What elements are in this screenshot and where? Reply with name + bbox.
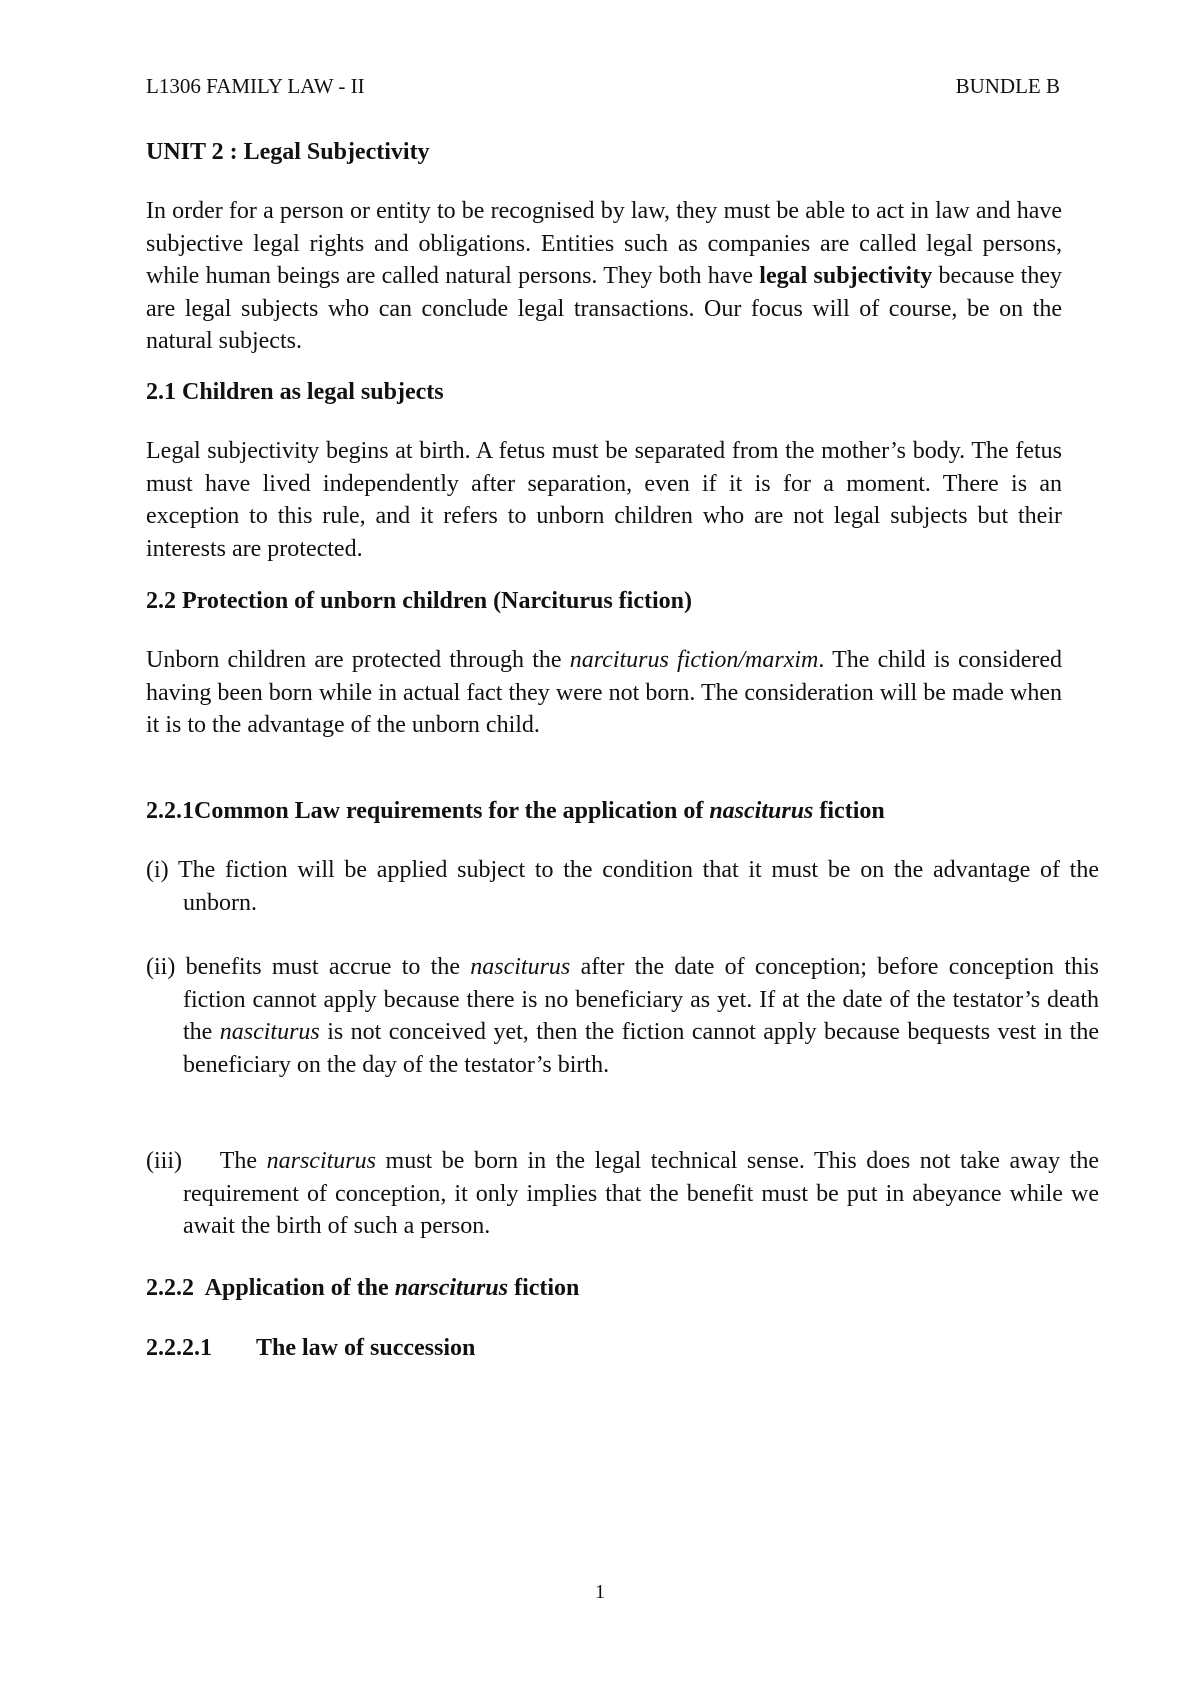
- item-italic-term: nasciturus: [470, 954, 571, 980]
- intro-paragraph: [146, 195, 1062, 358]
- requirement-item-ii: [146, 951, 1099, 1081]
- requirement-item-i: [146, 854, 1099, 919]
- section-2-2-heading: 2.2 Protection of unborn children (Narciturus fiction): [146, 588, 692, 614]
- section-2-1-heading: 2.1 Children as legal subjects: [146, 379, 444, 405]
- section-2-2-1-heading-b: fiction: [813, 798, 885, 824]
- header-course-title: L1306 FAMILY LAW - II: [146, 74, 365, 98]
- section-2-2-1-heading: [146, 795, 1062, 828]
- item-number: (i): [146, 857, 169, 883]
- item-text-b: after the date of conception; before conception this fiction cannot apply because there is no beneficiary as yet. If at the date of the testator’s death the: [183, 954, 1099, 1045]
- section-2-2-text-a: Unborn children are protected through the: [146, 647, 570, 673]
- section-2-2-2-1-title: The law of succession: [256, 1335, 476, 1361]
- intro-bold-term: legal subjectivity: [759, 263, 933, 289]
- section-2-2-2-1-number: 2.2.2.1: [146, 1335, 212, 1361]
- item-text-c: is not conceived yet, then the fiction cannot apply because bequests vest in the beneficiary on the day of the testator’s birth.: [183, 1019, 1099, 1078]
- section-2-2-2-heading-a: 2.2.2 Application of the: [146, 1275, 395, 1301]
- section-2-2-paragraph: [146, 644, 1062, 742]
- intro-text-part2: because they are legal subjects who can conclude legal transactions. Our focus will of course, be on the natural subjects.: [146, 263, 1062, 354]
- section-2-2-italic-term: narciturus fiction/marxim: [569, 647, 819, 673]
- requirement-item-iii: [146, 1145, 1099, 1243]
- section-2-2-text-b: . The child is considered having been born while in actual fact they were not born. The consideration will be made when it is to the advantage of the unborn child.: [146, 647, 1062, 738]
- header-bundle-label: BUNDLE B: [955, 74, 1060, 98]
- section-2-2-1-heading-italic: nasciturus: [709, 798, 814, 824]
- unit-heading: UNIT 2 : Legal Subjectivity: [146, 139, 430, 165]
- item-number: (ii): [146, 954, 176, 980]
- item-number: (iii): [146, 1148, 182, 1174]
- page-number: 1: [595, 1581, 605, 1603]
- item-text-b: must be born in the legal technical sense. This does not take away the requirement of conception, it only implies that the benefit must be put in abeyance while we await the birth of such a person.: [183, 1148, 1100, 1239]
- section-2-2-2-heading: [146, 1272, 1062, 1305]
- section-2-2-1-heading-a: 2.2.1Common Law requirements for the application of: [146, 798, 710, 824]
- section-2-2-2-heading-italic: narsciturus: [394, 1275, 509, 1301]
- section-2-2-2-heading-b: fiction: [508, 1275, 580, 1301]
- item-italic-term: nasciturus: [219, 1019, 320, 1045]
- section-2-1-paragraph: Legal subjectivity begins at birth. A fetus must be separated from the mother’s body. The fetus must have lived independently after separation, even if it is for a moment. There is an exception to this rule, and it refers to unborn children who are not legal subjects but their interests are protected.: [146, 438, 1062, 562]
- item-text-a: The: [219, 1148, 267, 1174]
- section-2-2-2-1-heading: [146, 1332, 1062, 1365]
- item-italic-term: narsciturus: [266, 1148, 376, 1174]
- item-text: The fiction will be applied subject to the condition that it must be on the advantage of the unborn.: [177, 857, 1099, 916]
- intro-text-part1: In order for a person or entity to be recognised by law, they must be able to act in law and have subjective legal rights and obligations. Entities such as companies are called legal persons, while human beings are called natural persons. They both have: [146, 198, 1062, 289]
- item-text-a: benefits must accrue to the: [185, 954, 471, 980]
